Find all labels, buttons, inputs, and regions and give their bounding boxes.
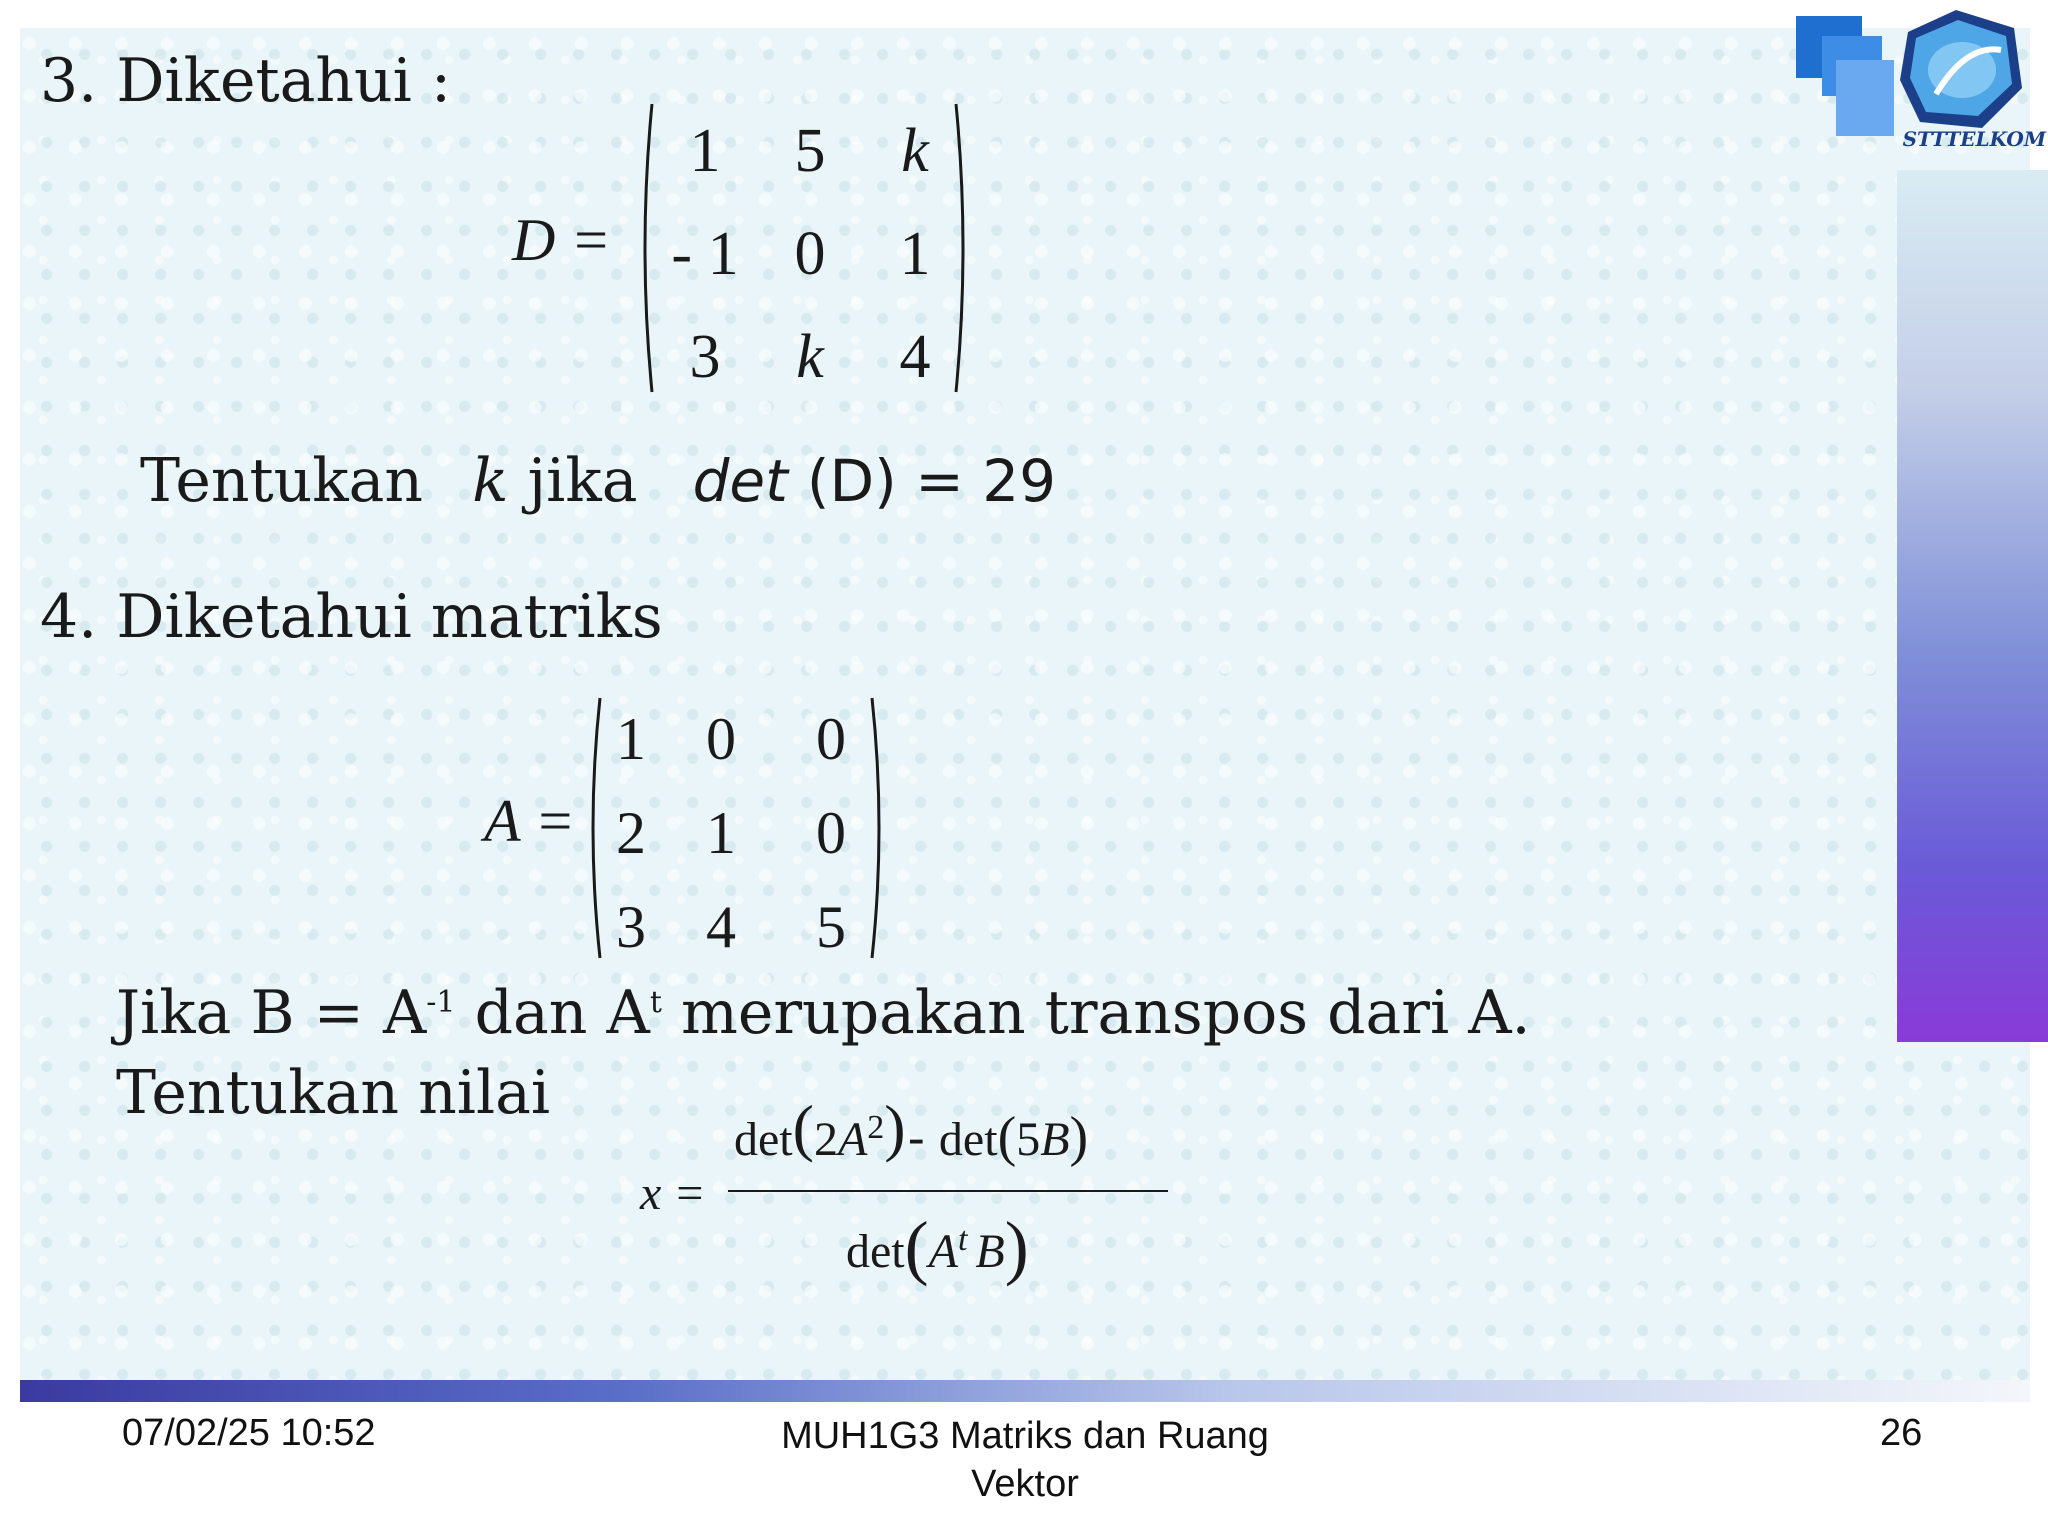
logo-text: STTTELKOM [1902,127,2046,151]
matrix-d-cell: 3 [689,323,721,391]
matrix-d-cell: k [796,323,824,391]
paren-close: ) [884,1092,906,1163]
matrix-a [596,692,886,974]
formula-lhs: x = [640,1167,706,1220]
sup-transpose: t [649,985,662,1020]
problem4-line1 [116,978,1531,1048]
matrix-d-cell: 0 [794,220,826,288]
line1-part-a: Jika B = A [116,978,427,1048]
matrix-a-cell: 5 [816,894,846,960]
matrix-d-left-paren [636,100,656,396]
matrix-d-cell: 4 [899,323,931,391]
matrix-a-cell: 1 [706,800,736,866]
paren-open: ( [904,1207,929,1287]
det-text: det [734,1113,793,1166]
sup-inverse: -1 [426,985,456,1020]
slide-background [20,28,2030,1380]
matrix-d-cell: 1 [689,117,721,185]
instruction-det: det [692,447,788,515]
fraction-bar [728,1189,1168,1193]
instruction-mid: jika [527,446,638,516]
decorative-side-bar [1897,170,2048,1042]
var-a: A [928,1225,958,1278]
paren-open: ( [997,1106,1017,1168]
matrix-a-cell: 4 [706,894,736,960]
var-b: B [1040,1113,1070,1166]
sttelkom-logo-icon [1796,4,2048,154]
footer-page-number: 26 [1880,1412,1923,1454]
problem3-heading: 3. Diketahui : [40,46,452,116]
minus-sign: - [907,1111,925,1167]
line1-part-c: merupakan transpos dari A. [661,978,1531,1048]
footer-title [740,1412,1310,1508]
exp-square: 2 [867,1109,885,1146]
det-text: det [938,1113,998,1166]
problem3-instruction [140,446,1056,516]
paren-open: ( [792,1092,814,1163]
matrix-a-cell: 0 [706,706,736,772]
det-text: det [846,1225,905,1278]
exp-transpose: t [957,1221,968,1258]
matrix-a-name: A = [484,788,576,854]
matrix-d-cell: - 1 [671,220,739,288]
matrix-a-cell: 0 [816,800,846,866]
footer-title-line1: MUH1G3 Matriks dan Ruang [781,1415,1269,1457]
instruction-suffix: (D) = 29 [806,447,1057,515]
matrix-a-cell: 3 [616,894,646,960]
matrix-d [660,100,960,409]
formula-numerator [734,1092,1089,1170]
paren-close: ) [1069,1106,1089,1168]
coef-two: 2 [813,1113,838,1166]
matrix-a-cell: 0 [816,706,846,772]
formula-denominator [846,1207,1029,1287]
bottom-decorative-bar [20,1380,2030,1402]
paren-close: ) [1004,1207,1029,1287]
line1-part-b: dan A [455,978,650,1048]
problem4-line2: Tentukan nilai [116,1058,551,1128]
matrix-d-cell: 5 [794,117,826,185]
footer-title-line2: Vektor [971,1463,1079,1505]
instruction-prefix: Tentukan [140,446,424,516]
var-b: B [975,1225,1005,1278]
matrix-d-name: D = [512,207,611,273]
matrix-d-cell: 1 [899,220,931,288]
matrix-d-cell: k [901,117,929,185]
coef-five: 5 [1016,1113,1041,1166]
matrix-a-cell: 2 [616,800,646,866]
var-a: A [837,1113,868,1166]
instruction-var-k: k [472,446,509,516]
problem4-heading: 4. Diketahui matriks [40,582,663,652]
matrix-a-cell: 1 [616,706,646,772]
footer-date: 07/02/25 10:52 [122,1412,376,1454]
